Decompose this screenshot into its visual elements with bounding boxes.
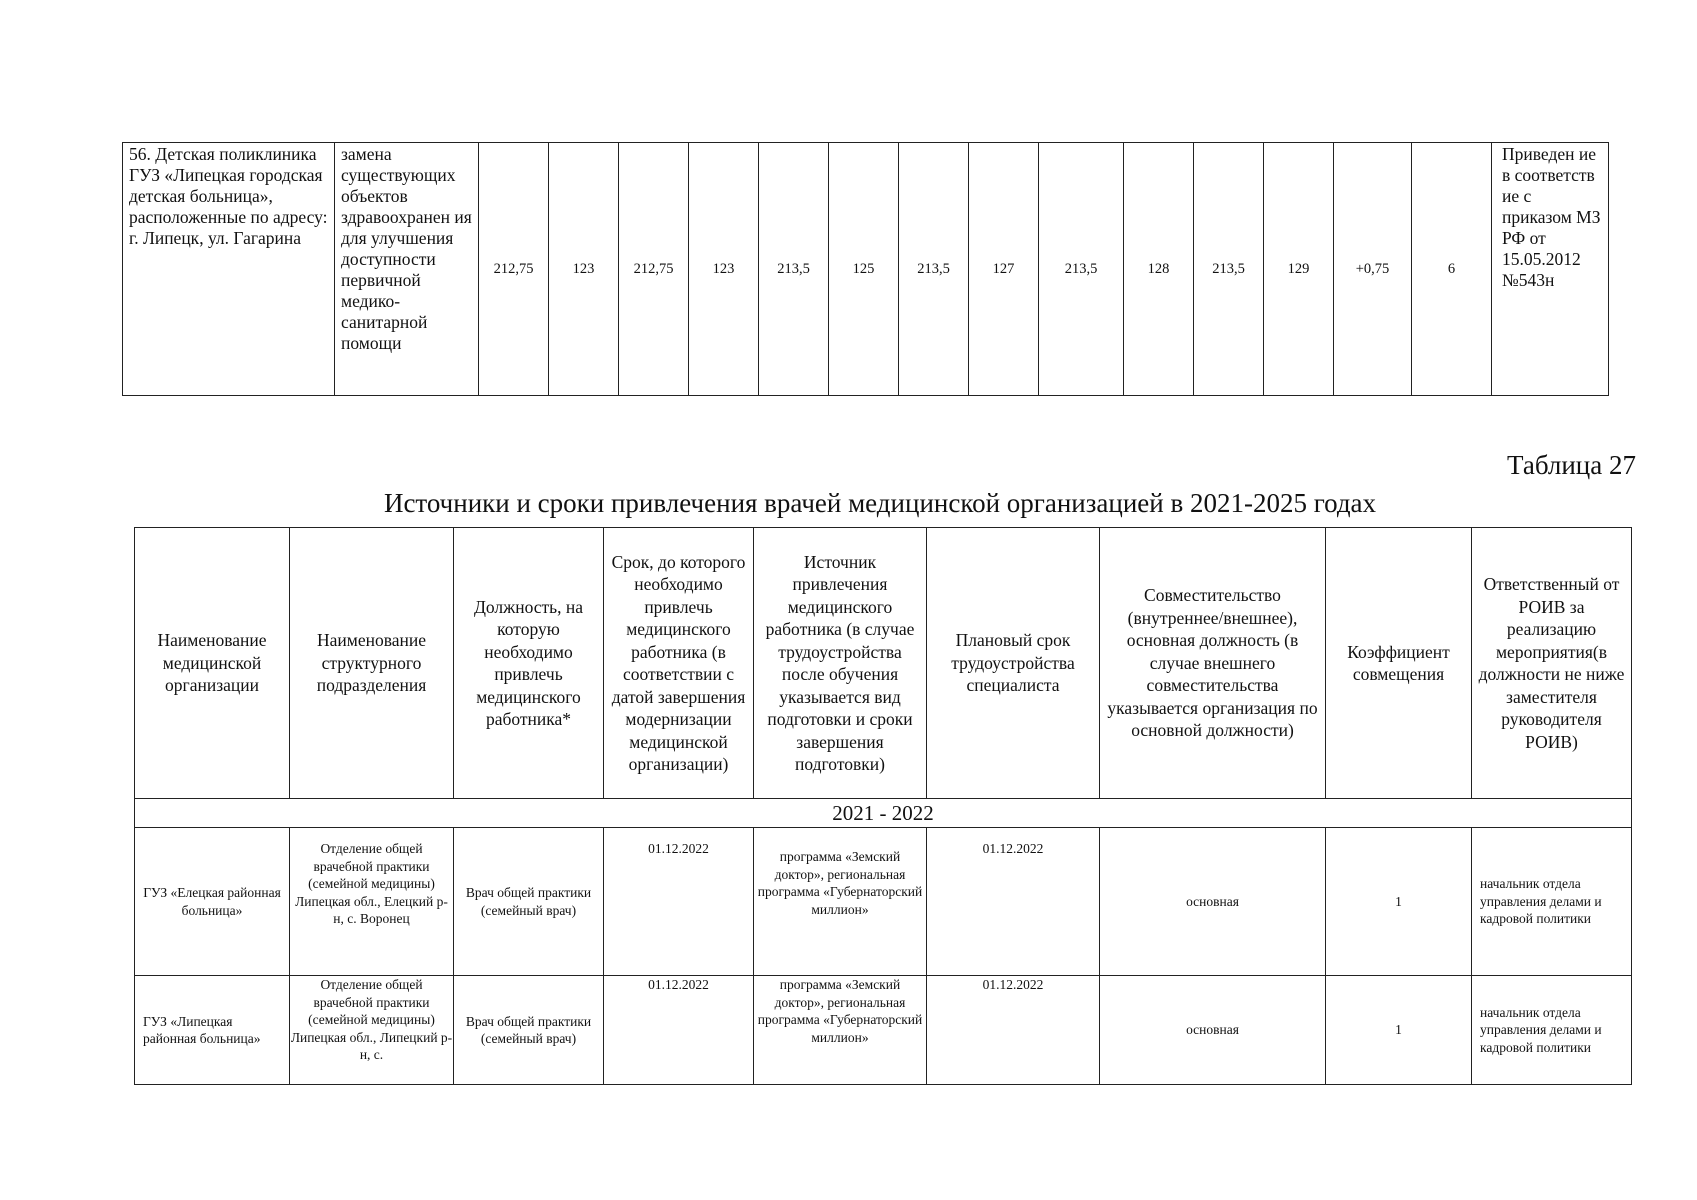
- source-cell: программа «Земский доктор», региональная программа «Губернаторский миллион»: [754, 976, 927, 1085]
- value-cell: 212,75: [479, 143, 549, 396]
- value-cell: 213,5: [759, 143, 829, 396]
- value-cell: 123: [689, 143, 759, 396]
- unit-cell: Отделение общей врачебной практики (семейной медицины) Липецкая обл., Елецкий р-н, с. Воронец: [290, 828, 454, 976]
- column-header: Плановый срок трудоустройства специалиста: [927, 528, 1100, 799]
- responsible-cell: начальник отдела управления делами и кадровой политики: [1472, 828, 1632, 976]
- deadline-cell: 01.12.2022: [604, 828, 754, 976]
- column-header: Ответственный от РОИВ за реализацию мероприятия(в должности не ниже заместителя руководителя РОИВ): [1472, 528, 1632, 799]
- source-cell: программа «Земский доктор», региональная программа «Губернаторский миллион»: [754, 828, 927, 976]
- org-cell: 56. Детская поликлиника ГУЗ «Липецкая городская детская больница», расположенные по адресу: г. Липецк, ул. Гагарина: [123, 143, 335, 396]
- table-number: Таблица 27: [1507, 450, 1636, 480]
- doctors-table: [134, 527, 1632, 1085]
- value-cell: 6: [1412, 143, 1492, 396]
- coef-cell: 1: [1326, 976, 1472, 1085]
- column-header: Должность, на которую необходимо привлечь медицинского работника*: [454, 528, 604, 799]
- period-label: 2021 - 2022: [135, 799, 1632, 828]
- table-row: [135, 828, 1632, 976]
- position-cell: Врач общей практики (семейный врач): [454, 828, 604, 976]
- value-cell: 127: [969, 143, 1039, 396]
- value-cell: 213,5: [899, 143, 969, 396]
- period-row: [135, 799, 1632, 828]
- table-row: [135, 976, 1632, 1085]
- responsible-cell: начальник отдела управления делами и кадровой политики: [1472, 976, 1632, 1085]
- org-cell: ГУЗ «Елецкая районная больница»: [135, 828, 290, 976]
- table-row: [123, 143, 1609, 396]
- value-cell: 129: [1264, 143, 1334, 396]
- value-cell: +0,75: [1334, 143, 1412, 396]
- column-header: Срок, до которого необходимо привлечь медицинского работника (в соответствии с датой завершения модернизации медицинской организации): [604, 528, 754, 799]
- value-cell: 213,5: [1194, 143, 1264, 396]
- note-cell: Приведен ие в соответств ие с приказом МЗ РФ от 15.05.2012 №543н: [1492, 143, 1609, 396]
- value-cell: 128: [1124, 143, 1194, 396]
- unit-cell: Отделение общей врачебной практики (семейной медицины) Липецкая обл., Липецкий р-н, с.: [290, 976, 454, 1085]
- value-cell: 212,75: [619, 143, 689, 396]
- combination-cell: основная: [1100, 976, 1326, 1085]
- planned-cell: 01.12.2022: [927, 976, 1100, 1085]
- org-cell: ГУЗ «Липецкая районная больница»: [135, 976, 290, 1085]
- deadline-cell: 01.12.2022: [604, 976, 754, 1085]
- table-title: Источники и сроки привлечения врачей медицинской организацией в 2021-2025 годах: [383, 488, 1377, 518]
- table-continuation: [122, 142, 1609, 396]
- position-cell: Врач общей практики (семейный врач): [454, 976, 604, 1085]
- combination-cell: основная: [1100, 828, 1326, 976]
- column-header: Совместительство (внутреннее/внешнее), основная должность (в случае внешнего совместительства указывается организация по основной должности): [1100, 528, 1326, 799]
- column-header: Наименование медицинской организации: [135, 528, 290, 799]
- column-header: Коэффициент совмещения: [1326, 528, 1472, 799]
- coef-cell: 1: [1326, 828, 1472, 976]
- planned-cell: 01.12.2022: [927, 828, 1100, 976]
- value-cell: 123: [549, 143, 619, 396]
- value-cell: 125: [829, 143, 899, 396]
- reason-cell: замена существующих объектов здравоохранен ия для улучшения доступности первичной медико-санитарной помощи: [335, 143, 479, 396]
- table-header-row: [135, 528, 1632, 799]
- value-cell: 213,5: [1039, 143, 1124, 396]
- column-header: Источник привлечения медицинского работника (в случае трудоустройства после обучения указывается вид подготовки и сроки завершения подготовки): [754, 528, 927, 799]
- column-header: Наименование структурного подразделения: [290, 528, 454, 799]
